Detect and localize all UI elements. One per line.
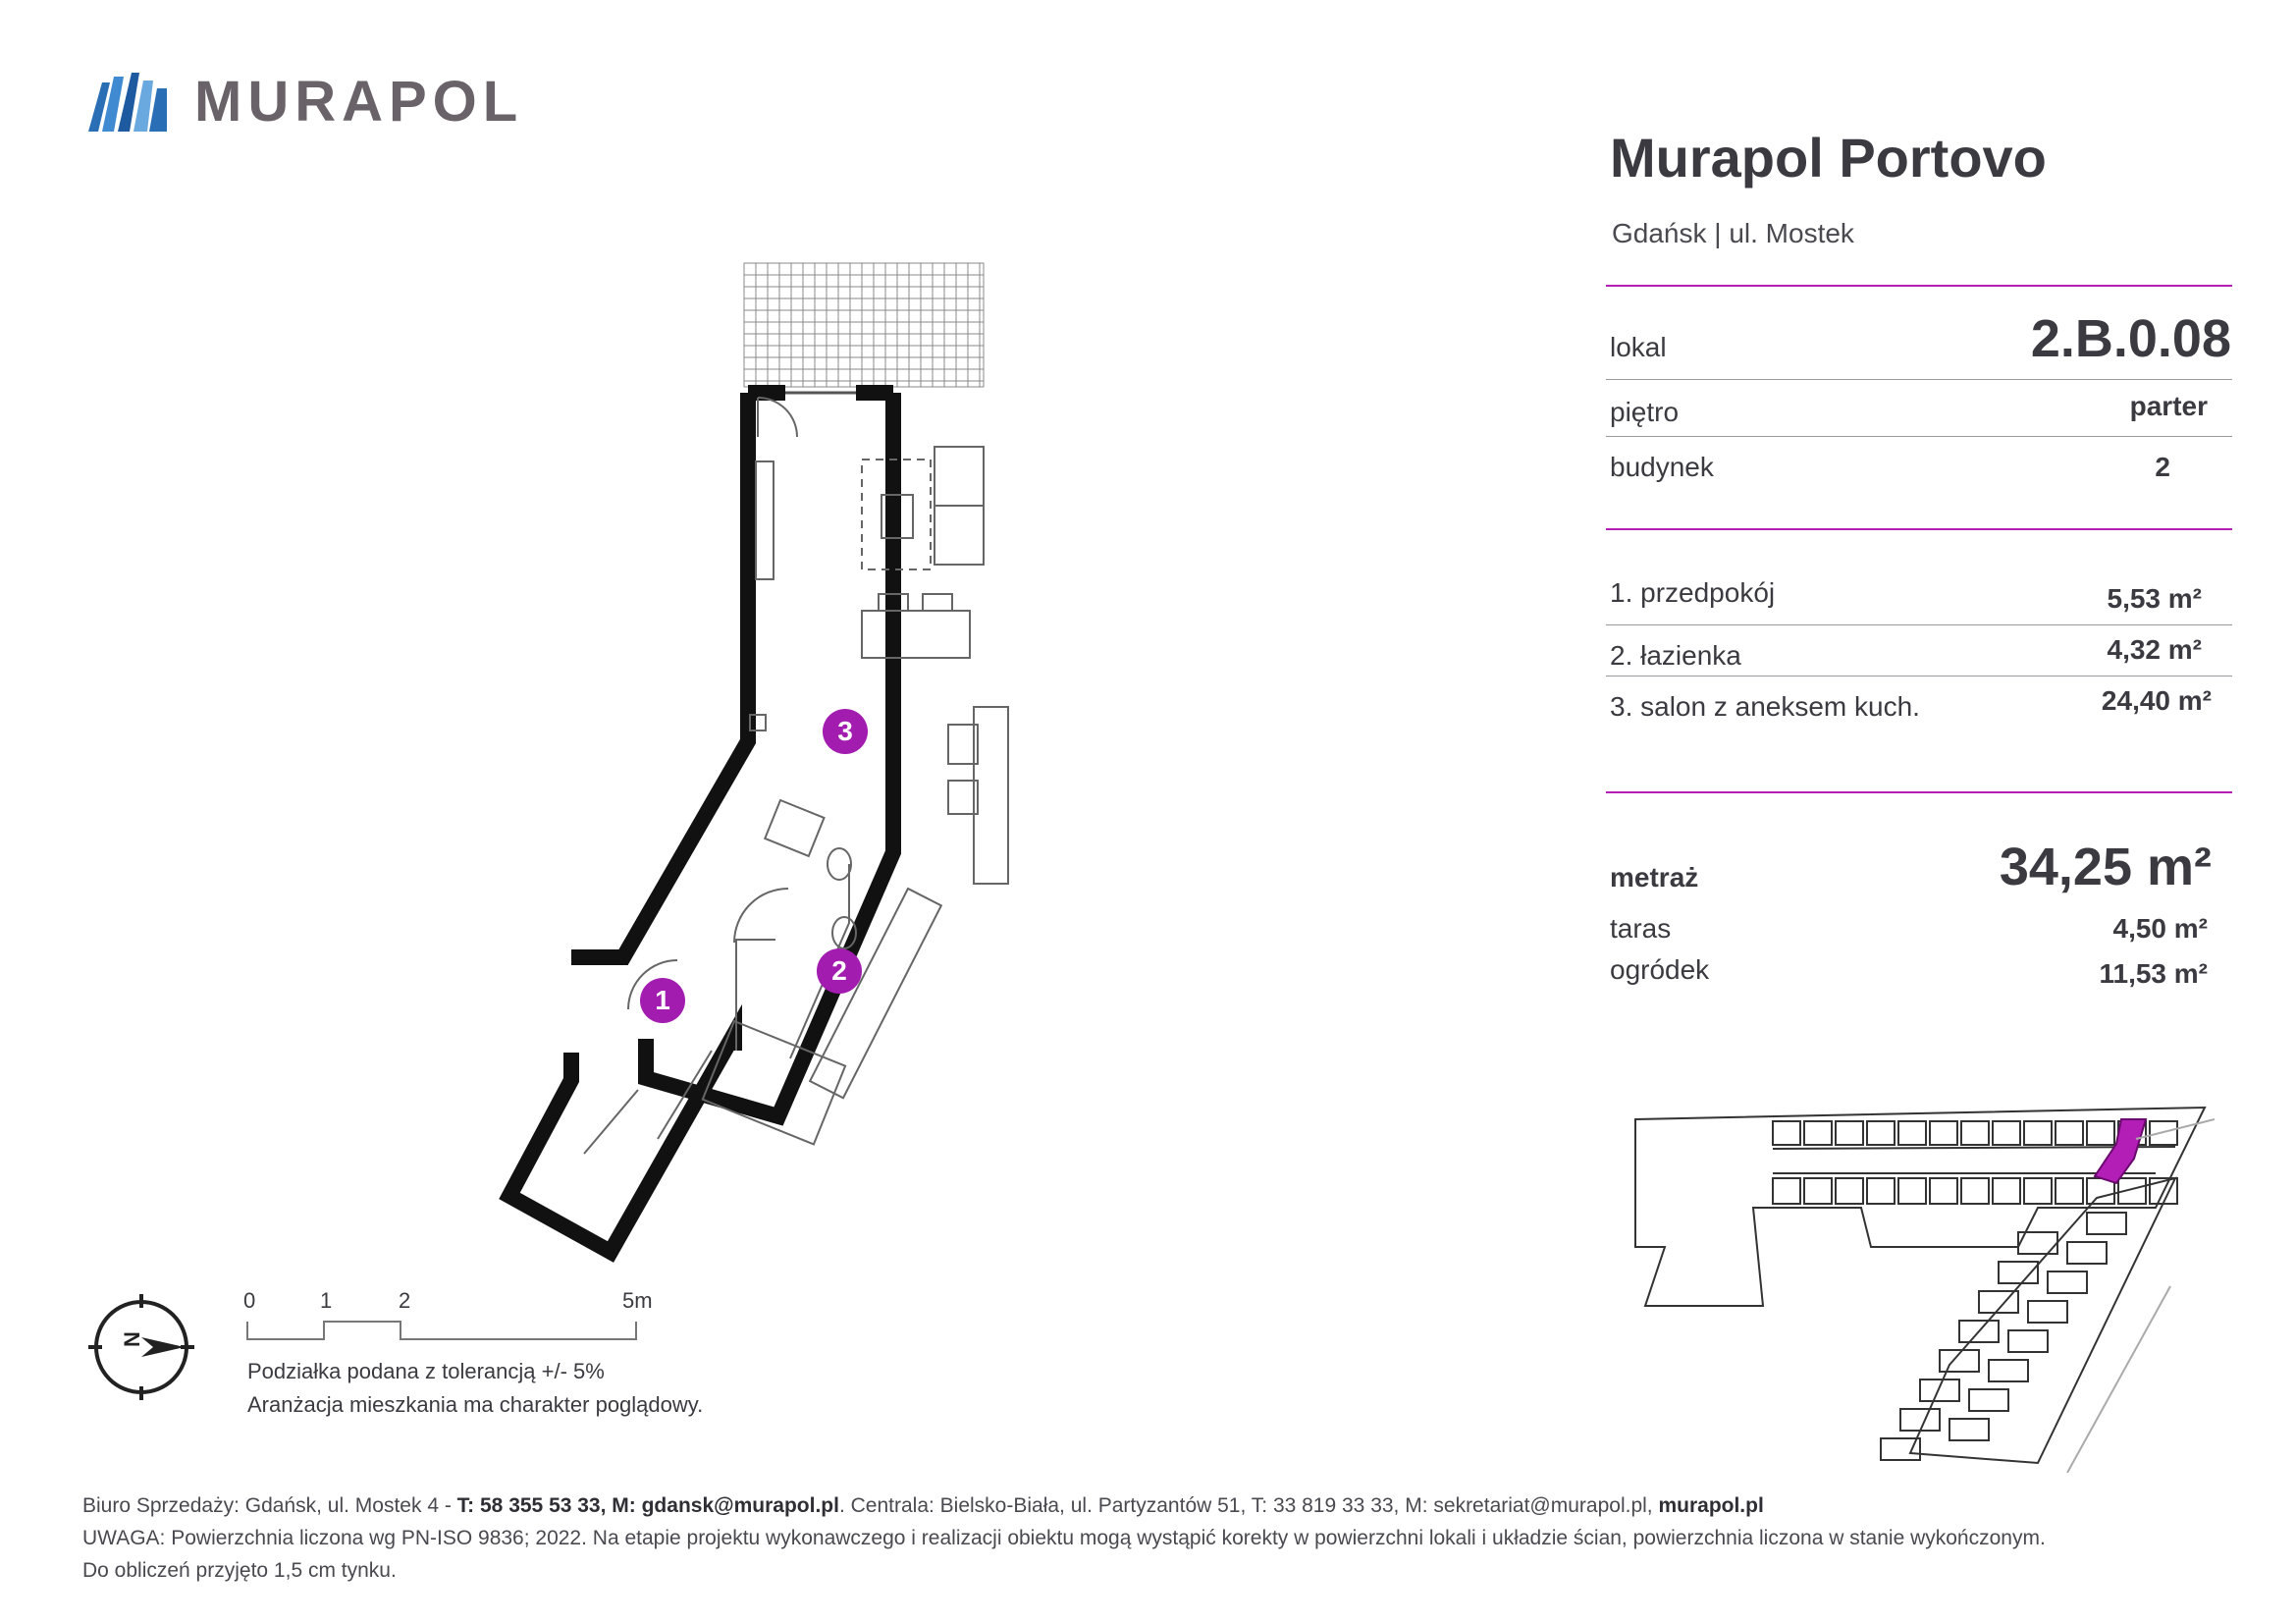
- footer-line-1: [82, 1494, 1764, 1518]
- room-1-label: 1. przedpokój: [1610, 577, 1776, 608]
- divider: [1606, 436, 2232, 437]
- scale-bar: [245, 1320, 644, 1343]
- ogrodek-label: ogródek: [1610, 954, 1710, 985]
- ogrodek-value: 11,53 m²: [2099, 958, 2208, 989]
- room-3-label: 3. salon z aneksem kuch.: [1610, 691, 1920, 722]
- room-marker-2: 2: [817, 948, 862, 994]
- budynek-label: budynek: [1610, 452, 1714, 482]
- brand-name: MURAPOL: [194, 70, 524, 134]
- lokal-value: 2.B.0.08: [2030, 309, 2231, 368]
- room-marker-1: 1: [640, 978, 685, 1023]
- building-key-plan: [1626, 1090, 2215, 1473]
- footer-website-link[interactable]: murapol.pl: [1658, 1494, 1764, 1517]
- divider: [1606, 379, 2232, 380]
- room-2-area: 4,32 m²: [2107, 634, 2202, 665]
- walls: [509, 393, 893, 1252]
- divider: [1606, 624, 2232, 625]
- room-3-area: 24,40 m²: [2101, 685, 2212, 716]
- metraz-label: metraż: [1610, 862, 1699, 893]
- footer-line-3: Do obliczeń przyjęto 1,5 cm tynku.: [82, 1559, 397, 1582]
- footer-headquarters: . Centrala: Bielsko-Biała, ul. Partyzantów 51, T: 33 819 33 33, M: sekretariat@murapol.pl,: [838, 1494, 1659, 1517]
- footer-sales-contact[interactable]: T: 58 355 53 33, M: gdansk@murapol.pl: [456, 1494, 839, 1517]
- lokal-label: lokal: [1610, 332, 1667, 362]
- room-marker-3: 3: [823, 709, 868, 754]
- budynek-value: 2: [2155, 452, 2170, 482]
- arrangement-note: Aranżacja mieszkania ma charakter poglądowy.: [247, 1392, 704, 1417]
- compass-icon: [86, 1292, 196, 1402]
- divider: [1606, 791, 2232, 793]
- divider: [1606, 285, 2232, 287]
- scale-tick-5m: 5m: [622, 1288, 653, 1313]
- pietro-value: parter: [2129, 391, 2208, 421]
- svg-text:N: N: [120, 1331, 144, 1347]
- taras-label: taras: [1610, 913, 1672, 944]
- terrace-grid: [744, 263, 984, 387]
- scale-tick-1: 1: [320, 1288, 333, 1313]
- divider: [1606, 528, 2232, 530]
- scale-tick-0: 0: [243, 1288, 256, 1313]
- project-address: Gdańsk | ul. Mostek: [1612, 218, 1854, 248]
- footer-line-2: UWAGA: Powierzchnia liczona wg PN-ISO 9836; 2022. Na etapie projektu wykonawczego i realizacji obiektu mogą wystąpić korekty w powierzchni lokali i układzie ścian, powierzchnia liczona w stanie wykończonym.: [82, 1527, 2046, 1549]
- apartment-floor-plan: [491, 255, 1041, 1276]
- scale-tick-2: 2: [399, 1288, 411, 1313]
- tolerance-note: Podziałka podana z tolerancją +/- 5%: [247, 1359, 605, 1383]
- murapol-logo-icon: [88, 73, 173, 134]
- pietro-label: piętro: [1610, 397, 1680, 427]
- metraz-value: 34,25 m²: [1999, 838, 2212, 896]
- taras-value: 4,50 m²: [2112, 913, 2208, 944]
- footer-sales-office: Biuro Sprzedaży: Gdańsk, ul. Mostek 4 -: [82, 1494, 457, 1517]
- room-2-label: 2. łazienka: [1610, 640, 1741, 671]
- project-title: Murapol Portovo: [1610, 127, 2047, 189]
- room-1-area: 5,53 m²: [2107, 583, 2202, 614]
